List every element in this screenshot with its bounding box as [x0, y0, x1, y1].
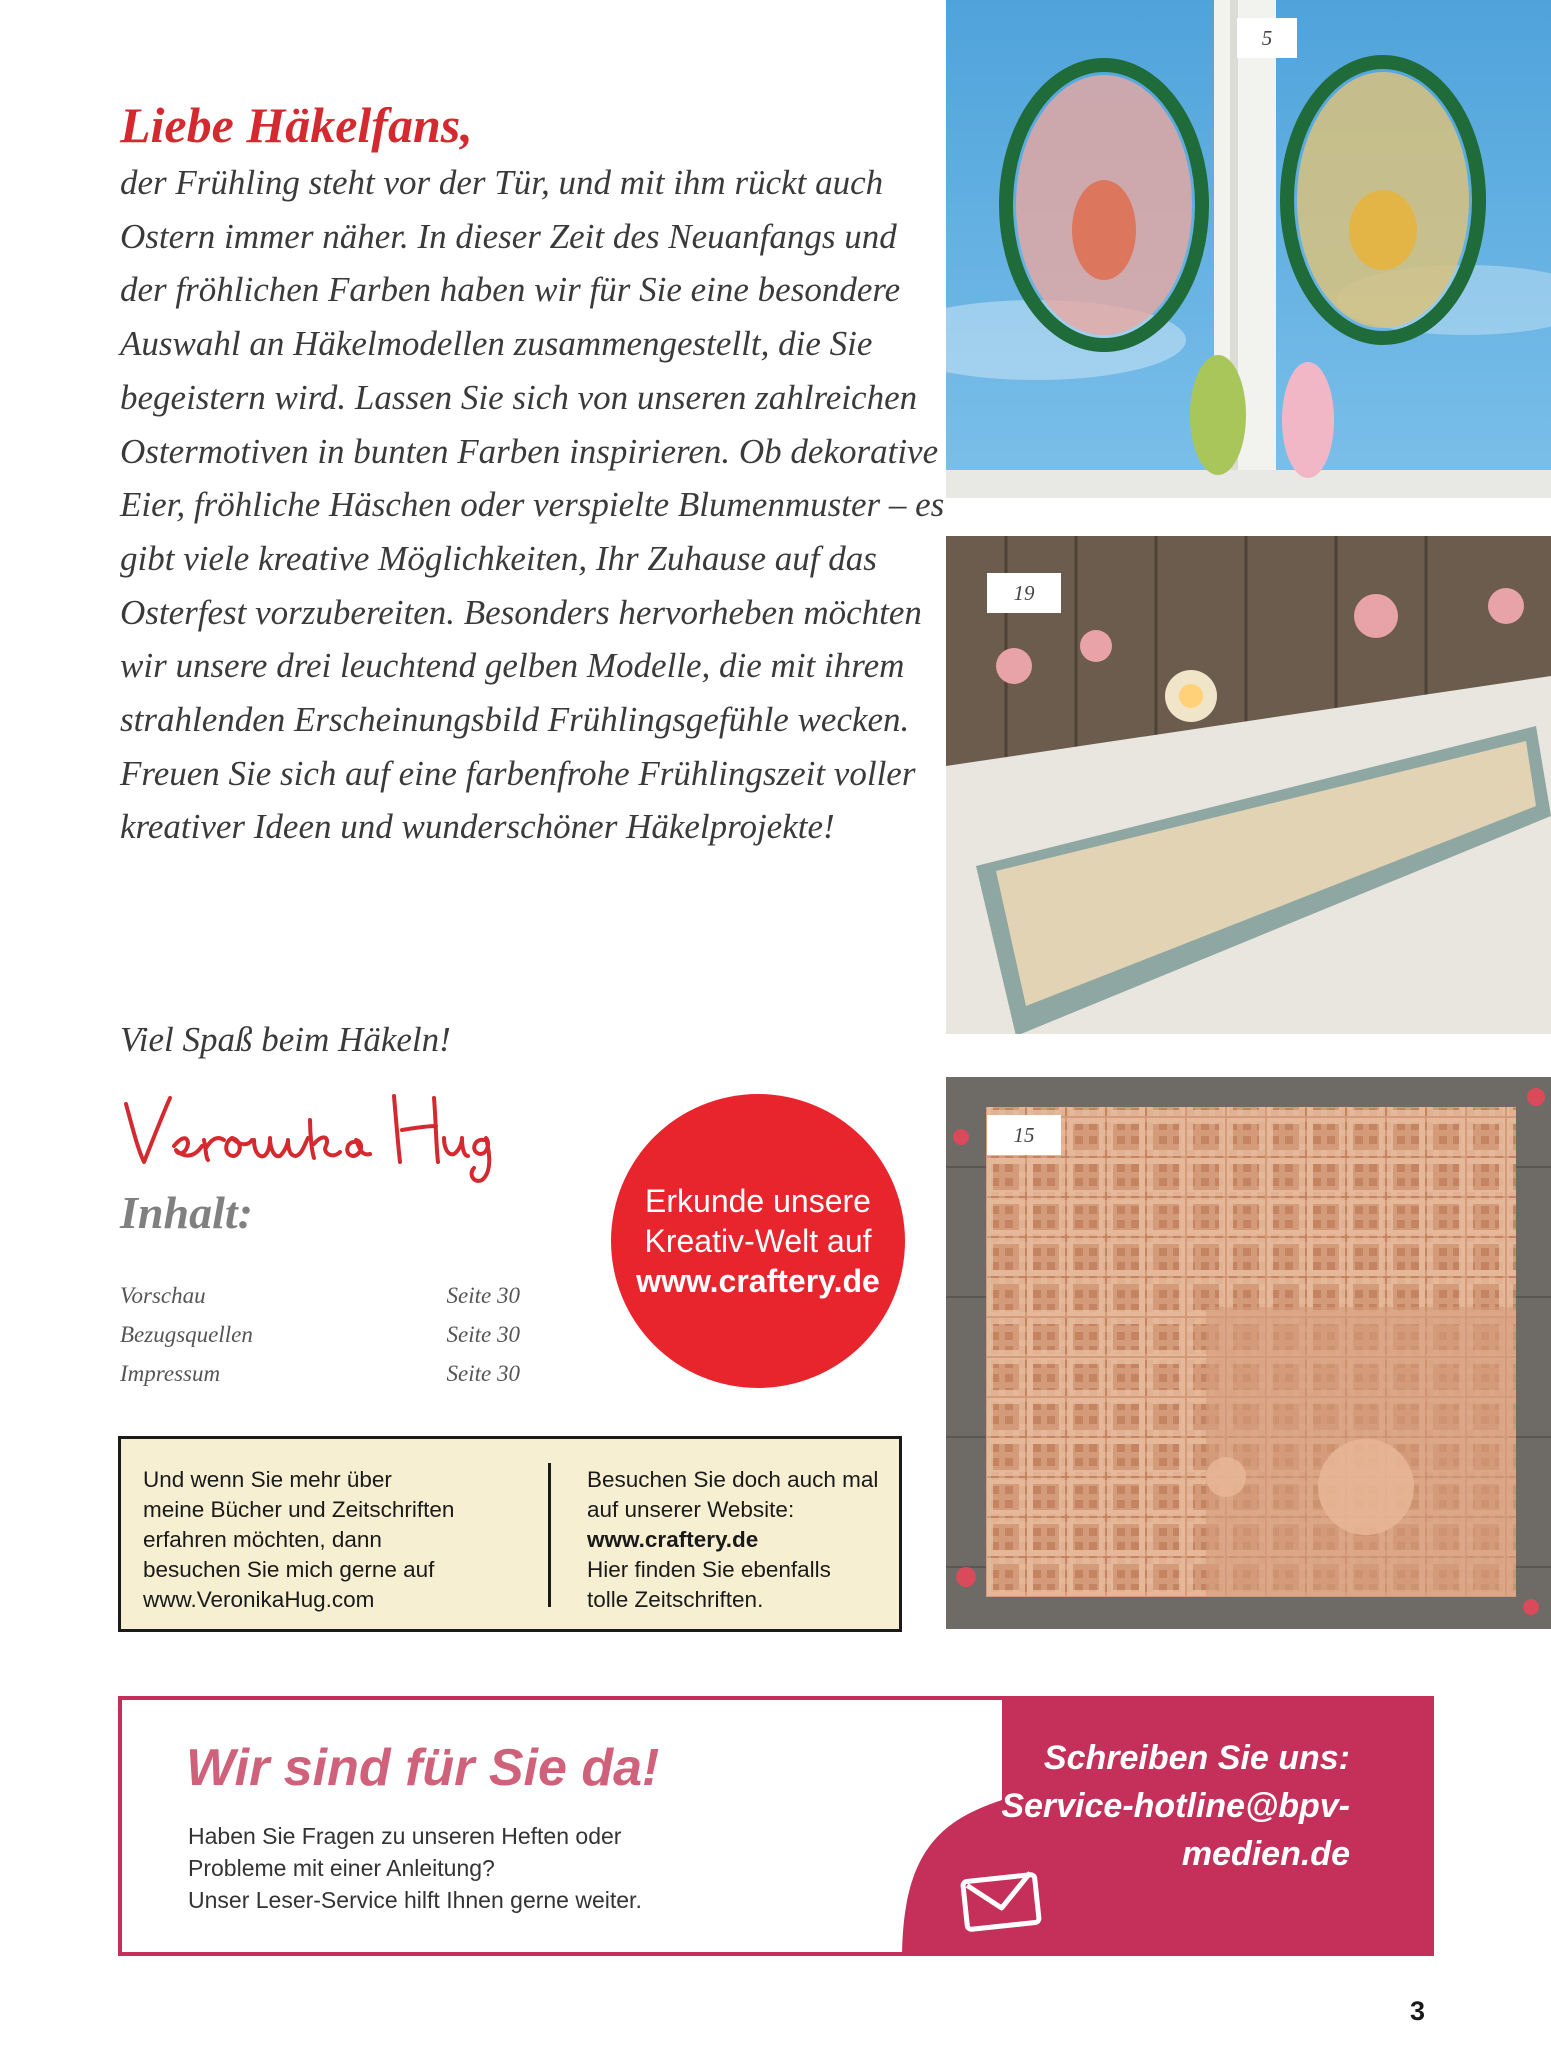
photo-doily [946, 1077, 1551, 1629]
contact-label: Schreiben Sie uns: [1043, 1739, 1350, 1777]
toc-item-page: Seite 30 [446, 1361, 520, 1386]
greeting-heading: Liebe Häkelfans, [120, 97, 473, 153]
info-box-divider [548, 1463, 551, 1607]
toc-item-label: Vorschau [120, 1283, 206, 1308]
info-line: Hier finden Sie ebenfalls [587, 1557, 831, 1582]
mail-icon [959, 1868, 1043, 1934]
info-line: auf unserer Website: [587, 1497, 795, 1522]
craftery-website-link[interactable]: www.craftery.de [587, 1527, 759, 1552]
photo-number-tag: 5 [1237, 18, 1297, 58]
toc-title: Inhalt: [120, 1187, 253, 1238]
service-contact [1001, 1734, 1350, 1878]
promo-url-link[interactable]: www.craftery.de [636, 1263, 880, 1299]
service-text-line: Unser Leser-Service hilft Ihnen gerne weiter. [188, 1887, 642, 1913]
promo-line-2: Kreativ-Welt auf [644, 1223, 872, 1259]
toc-item [120, 1322, 520, 1361]
service-email-link[interactable]: Service-hotline@bpv- [1001, 1787, 1350, 1825]
service-title: Wir sind für Sie da! [186, 1739, 660, 1797]
closing-text: Viel Spaß beim Häkeln! [120, 1020, 451, 1059]
service-email-link-cont[interactable]: medien.de [1181, 1835, 1350, 1873]
promo-line-1: Erkunde unsere [645, 1183, 871, 1219]
toc-item-page: Seite 30 [446, 1283, 520, 1308]
craftery-promo-badge[interactable] [611, 1094, 905, 1388]
toc-item-label: Impressum [120, 1361, 221, 1386]
info-line: besuchen Sie mich gerne auf [143, 1557, 435, 1582]
service-description [188, 1820, 748, 1916]
page-number: 3 [1410, 1996, 1426, 2026]
photo-number-tag: 15 [987, 1115, 1061, 1155]
intro-text: der Frühling steht vor der Tür, und mit ihm rückt auch Ostern immer näher. In dieser Zeit des Neuanfangs und der fröhlichen Farben haben wir für Sie eine besondere Auswahl an Häkelmodellen zusammengestellt, die Sie begeistern wird. Lassen Sie sich von unseren zahlreichen Ostermotiven in bunten Farben inspirieren. Ob dekorative Eier, fröhliche Häschen oder verspielte Blumenmuster – es gibt viele kreative Möglichkeiten, Ihr Zuhause auf das Osterfest vorzubereiten. Besonders hervorheben möchten wir unsere drei leuchtend gelben Modelle, die mit ihrem strahlenden Erscheinungsbild Frühlingsgefühle wecken. Freuen Sie sich auf eine farbenfrohe Frühlingszeit voller kreativer Ideen und wunderschöner Häkelprojekte! [120, 163, 945, 847]
info-line: Besuchen Sie doch auch mal [587, 1467, 879, 1492]
toc-item-page: Seite 30 [446, 1322, 520, 1347]
service-text-line: Haben Sie Fragen zu unseren Heften oder [188, 1823, 622, 1849]
info-box [118, 1436, 902, 1632]
photo-table-runner [946, 536, 1551, 1034]
toc-item [120, 1361, 520, 1400]
table-of-contents [120, 1283, 520, 1400]
toc-item [120, 1283, 520, 1322]
signature [118, 1076, 498, 1186]
info-line: Und wenn Sie mehr über [143, 1467, 392, 1492]
photo-number-tag: 19 [987, 573, 1061, 613]
photo-easter-eggs [946, 0, 1551, 498]
toc-item-label: Bezugsquellen [120, 1322, 253, 1347]
info-line: tolle Zeitschriften. [587, 1587, 764, 1612]
info-box-author [143, 1465, 543, 1615]
doily-image [946, 1077, 1551, 1629]
info-line: meine Bücher und Zeitschriften [143, 1497, 455, 1522]
author-website-link[interactable]: www.VeronikaHug.com [143, 1587, 375, 1612]
info-line: erfahren möchten, dann [143, 1527, 382, 1552]
service-banner [118, 1696, 1434, 1956]
easter-eggs-image [946, 0, 1551, 498]
info-box-website [587, 1465, 887, 1615]
service-text-line: Probleme mit einer Anleitung? [188, 1855, 495, 1881]
